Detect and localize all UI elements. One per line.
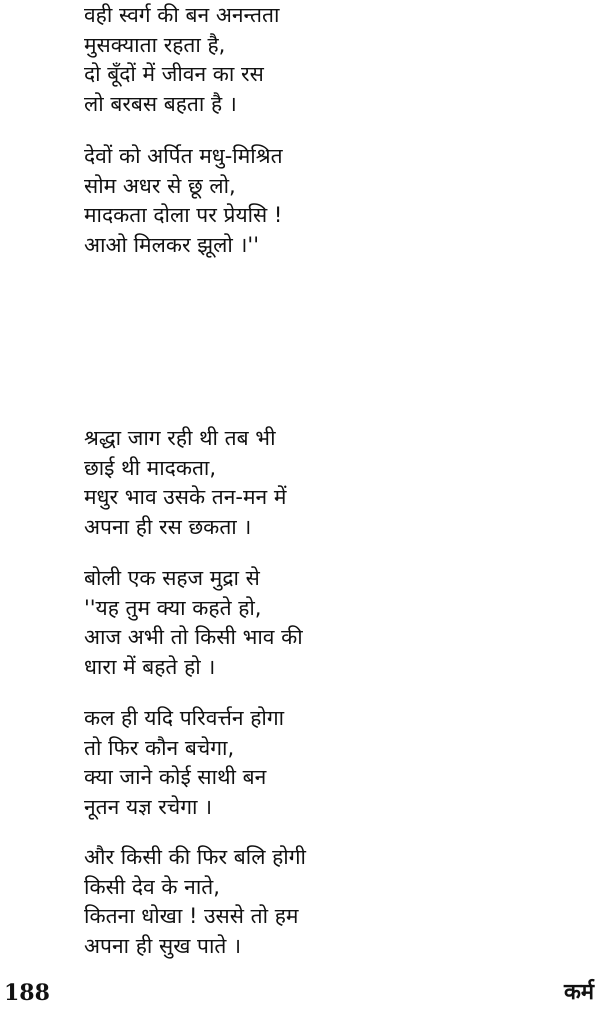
poem-line: श्रद्धा जाग रही थी तब भी [84,426,276,450]
poem-line: अपना ही सुख पाते । [84,933,242,958]
poem-stanza-4 [84,564,544,682]
poem-line: अपना ही रस छकता । [84,514,252,539]
poem-line: धारा में बहते हो । [84,654,216,679]
poem-line: ''यह तुम क्या कहते हो, [84,595,262,620]
poem-line: बोली एक सहज मुद्रा से [84,566,260,590]
running-footer-section: कर्म [563,980,594,1005]
poem-stanza-1 [84,1,544,119]
poem-line: मुसक्याता रहता है, [84,32,226,57]
poem-line: देवों को अर्पित मधु-मिश्रित [84,144,283,168]
poem-line: दो बूँदों में जीवन का रस [84,62,264,86]
poem-stanza-6 [84,843,544,961]
page-number: 188 [4,980,50,1006]
poem-line: वही स्वर्ग की बन अनन्तता [84,3,280,27]
poem-line: मादकता दोला पर प्रेयसि ! [84,203,283,227]
poem-line: सोम अधर से छू लो, [84,173,236,198]
poem-line: नूतन यज्ञ रचेगा । [84,794,213,819]
poem-line: आओ मिलकर झूलो ।'' [84,232,259,257]
poem-line: कितना धोखा ! उससे तो हम [84,904,299,928]
poem-line: किसी देव के नाते, [84,874,220,899]
poem-line: आज अभी तो किसी भाव की [84,625,303,649]
poem-stanza-2 [84,142,544,260]
poem-line: लो बरबस बहता है । [84,91,237,116]
poem-line: कल ही यदि परिवर्त्तन होगा [84,706,285,730]
poem-stanza-3 [84,424,544,542]
poem-line: क्या जाने कोई साथी बन [84,765,267,789]
poem-stanza-5 [84,704,544,822]
poem-line: और किसी की फिर बलि होगी [84,845,306,869]
poem-line: छाई थी मादकता, [84,455,217,480]
poem-line: तो फिर कौन बचेगा, [84,735,235,760]
poem-line: मधुर भाव उसके तन-मन में [84,485,287,509]
